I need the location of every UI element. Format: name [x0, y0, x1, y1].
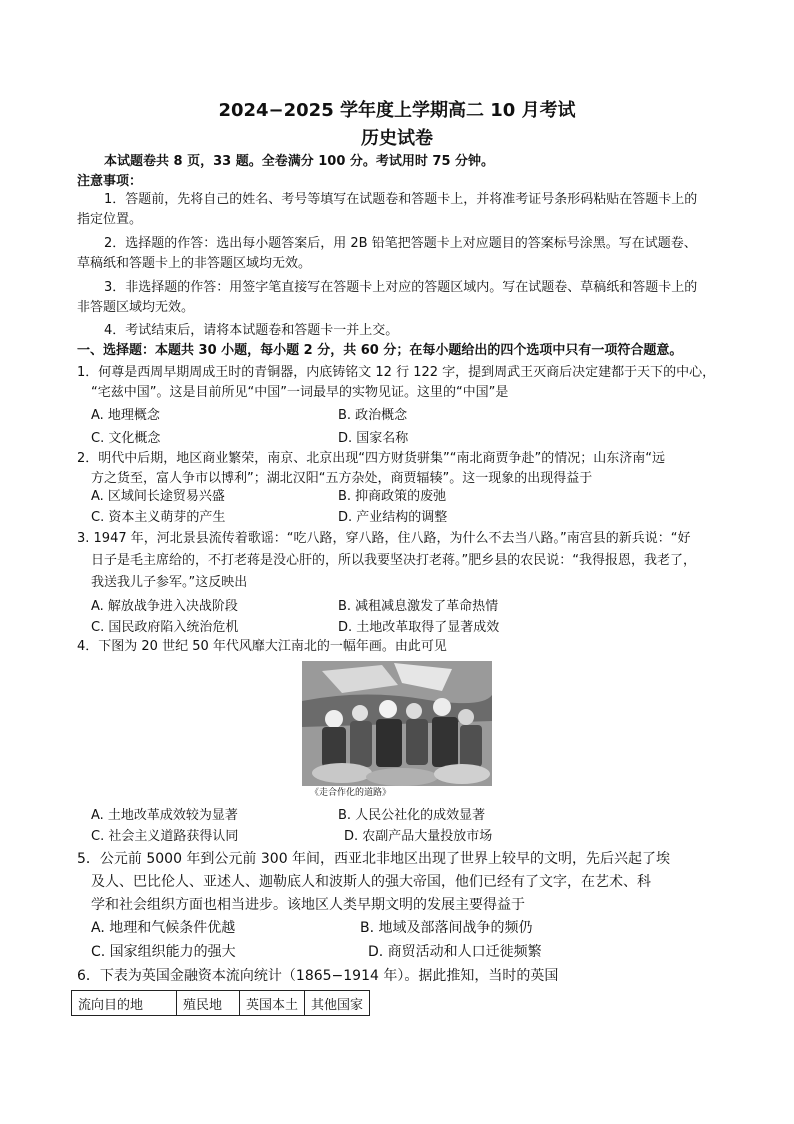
exam-title: 2024−2025 学年度上学期高二 10 月考试	[218, 100, 576, 121]
q3-option-b[interactable]: B. 减租减息激发了革命热情	[338, 599, 499, 614]
question-5-line: 学和社会组织方面也相当进步。该地区人类早期文明的发展主要得益于	[91, 897, 525, 913]
question-5-line: 5．公元前 5000 年到公元前 300 年间，西亚北非地区出现了世界上较早的文明，先后兴起了埃	[77, 851, 671, 867]
exam-subject: 历史试卷	[361, 128, 433, 149]
question-1-line: “宅兹中国”。这是目前所见“中国”一词最早的实物见证。这里的“中国”是	[91, 385, 509, 400]
notice-line: 1．答题前，先将自己的姓名、考号等填写在试题卷和答题卡上，并将准考证号条形码粘贴在答题卡上的	[104, 192, 698, 207]
table-header-cell: 其他国家	[305, 991, 370, 1016]
question-3-line: 3. 1947 年，河北景县流传着歌谣：“吃八路，穿八路，住八路，为什么不去当八路。”南宫县的新兵说：“好	[77, 531, 691, 546]
q1-option-b[interactable]: B. 政治概念	[338, 408, 408, 423]
q5-option-a[interactable]: A. 地理和气候条件优越	[91, 920, 236, 936]
q4-option-b[interactable]: B. 人民公社化的成效显著	[338, 808, 486, 823]
notice-line: 3．非选择题的作答：用签字笔直接写在答题卡上对应的答题区域内。写在试题卷、草稿纸和答题卡上的	[104, 280, 698, 295]
q1-option-a[interactable]: A. 地理概念	[91, 408, 160, 423]
capital-flow-table	[71, 990, 370, 1016]
q4-option-c[interactable]: C. 社会主义道路获得认同	[91, 829, 239, 844]
notice-line: 4．考试结束后，请将本试题卷和答题卡一并上交。	[104, 323, 399, 338]
q1-option-c[interactable]: C. 文化概念	[91, 431, 161, 446]
q2-option-a[interactable]: A. 区域间长途贸易兴盛	[91, 489, 225, 504]
section-heading: 一、选择题：本题共 30 小题，每小题 2 分，共 60 分；在每小题给出的四个选项中只有一项符合题意。	[77, 343, 683, 358]
image-caption: 《走合作化的道路》	[310, 788, 392, 798]
table-row	[72, 991, 370, 1016]
q4-option-d[interactable]: D. 农副产品大量投放市场	[344, 829, 493, 844]
notice-line: 非答题区域均无效。	[77, 300, 195, 315]
question-1-line: 1．何尊是西周早期周成王时的青铜器，内底铸铭文 12 行 122 字，提到周武王灭商后决定建都于天下的中心，	[77, 365, 716, 380]
q1-option-d[interactable]: D. 国家名称	[338, 431, 409, 446]
question-3-line: 我送我儿子参军。”这反映出	[91, 575, 248, 590]
q4-option-a[interactable]: A. 土地改革成效较为显著	[91, 808, 238, 823]
exam-info: 本试题卷共 8 页，33 题。全卷满分 100 分。考试用时 75 分钟。	[104, 154, 495, 169]
question-4-line: 4．下图为 20 世纪 50 年代风靡大江南北的一幅年画。由此可见	[77, 639, 447, 654]
q3-option-d[interactable]: D. 土地改革取得了显著成效	[338, 620, 500, 635]
q2-option-d[interactable]: D. 产业结构的调整	[338, 510, 448, 525]
notice-line: 指定位置。	[77, 212, 143, 227]
notice-line: 草稿纸和答题卡上的非答题区域均无效。	[77, 256, 312, 271]
table-header-cell: 流向目的地	[72, 991, 177, 1016]
table-header-cell: 英国本土	[240, 991, 305, 1016]
new-year-painting-image	[302, 661, 492, 786]
q5-option-d[interactable]: D. 商贸活动和人口迁徙频繁	[368, 944, 542, 960]
q3-option-c[interactable]: C. 国民政府陷入统治危机	[91, 620, 239, 635]
q5-option-c[interactable]: C. 国家组织能力的强大	[91, 944, 236, 960]
question-5-line: 及人、巴比伦人、亚述人、迦勒底人和波斯人的强大帝国，他们已经有了文字，在艺术、科	[91, 874, 651, 890]
notice-heading: 注意事项：	[77, 174, 143, 189]
question-2-line: 2．明代中后期，地区商业繁荣，南京、北京出现“四方财货骈集”“南北商贾争赴”的情况；山东济南“远	[77, 451, 665, 466]
q5-option-b[interactable]: B. 地域及部落间战争的频仍	[360, 920, 533, 936]
q2-option-b[interactable]: B. 抑商政策的废弛	[338, 489, 447, 504]
q3-option-a[interactable]: A. 解放战争进入决战阶段	[91, 599, 238, 614]
question-6-line: 6．下表为英国金融资本流向统计（1865−1914 年）。据此推知，当时的英国	[77, 968, 559, 984]
question-3-line: 日子是毛主席给的，不打老蒋是没心肝的，所以我要坚决打老蒋。”肥乡县的农民说：“我得报恩，我老了，	[91, 553, 696, 568]
table-header-cell: 殖民地	[177, 991, 240, 1016]
notice-line: 2．选择题的作答：选出每小题答案后，用 2B 铅笔把答题卡上对应题目的答案标号涂黑。写在试题卷、	[104, 236, 697, 251]
q2-option-c[interactable]: C. 资本主义萌芽的产生	[91, 510, 226, 525]
question-2-line: 方之货至，富人争市以博利”；湖北汉阳“五方杂处，商贾辐辏”。这一现象的出现得益于	[91, 471, 593, 486]
